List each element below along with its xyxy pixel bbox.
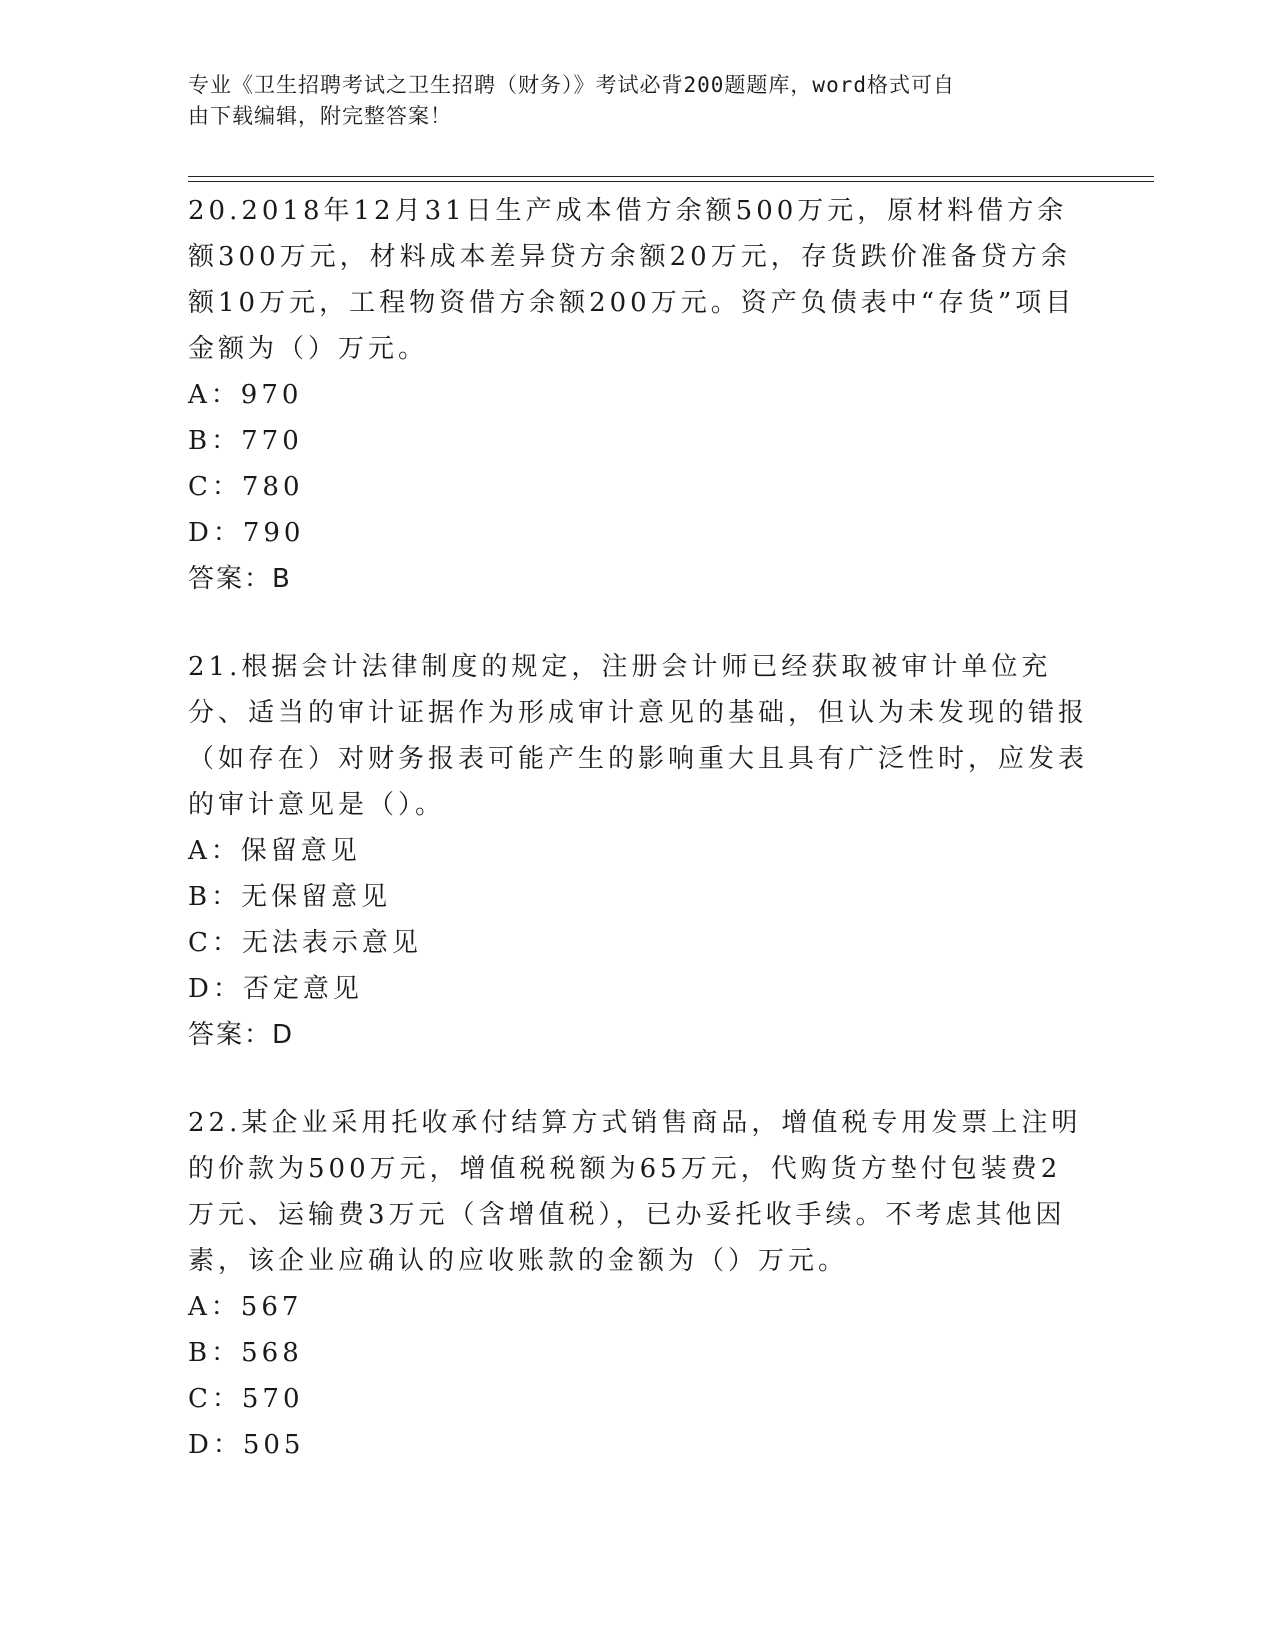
option-b: B：770 xyxy=(188,426,303,456)
option-c: C：570 xyxy=(188,1384,304,1414)
option-b: B：无保留意见 xyxy=(188,882,392,912)
question-stem: 21.根据会计法律制度的规定，注册会计师已经获取被审计单位充分、适当的审计证据作为形成审计意见的基础，但认为未发现的错报（如存在）对财务报表可能产生的影响重大且具有广泛性时，应发表的审计意见是（）。 xyxy=(188,652,1089,820)
option-b: B：568 xyxy=(188,1338,303,1368)
header-divider-bottom xyxy=(188,181,1154,182)
option-c: C：780 xyxy=(188,472,304,502)
document-header xyxy=(188,70,1068,132)
option-d: D：505 xyxy=(188,1430,305,1460)
option-d: D：790 xyxy=(188,518,305,548)
option-d: D：否定意见 xyxy=(188,974,363,1004)
answer: 答案：D xyxy=(188,1020,295,1050)
option-a: A：保留意见 xyxy=(188,836,361,866)
header-divider-top xyxy=(188,176,1154,177)
option-a: A：567 xyxy=(188,1292,303,1322)
question-stem: 20.2018年12月31日生产成本借方余额500万元，原材料借方余额300万元，材料成本差异贷方余额20万元，存货跌价准备贷方余额10万元，工程物资借方余额200万元。资产负债表中“存货”项目金额为（）万元。 xyxy=(188,196,1076,364)
question-20 xyxy=(188,188,1088,602)
header-line-1: 专业《卫生招聘考试之卫生招聘（财务）》考试必背200题题库，word格式可自 xyxy=(188,73,955,97)
question-21 xyxy=(188,644,1088,1058)
option-c: C：无法表示意见 xyxy=(188,928,422,958)
option-a: A：970 xyxy=(188,380,303,410)
question-stem: 22.某企业采用托收承付结算方式销售商品，增值税专用发票上注明的价款为500万元，增值税税额为65万元，代购货方垫付包装费2万元、运输费3万元（含增值税），已办妥托收手续。不考虑其他因素，该企业应确认的应收账款的金额为（）万元。 xyxy=(188,1108,1082,1276)
answer: 答案：B xyxy=(188,564,292,594)
question-22 xyxy=(188,1100,1088,1468)
header-line-2: 由下载编辑，附完整答案！ xyxy=(188,104,452,128)
